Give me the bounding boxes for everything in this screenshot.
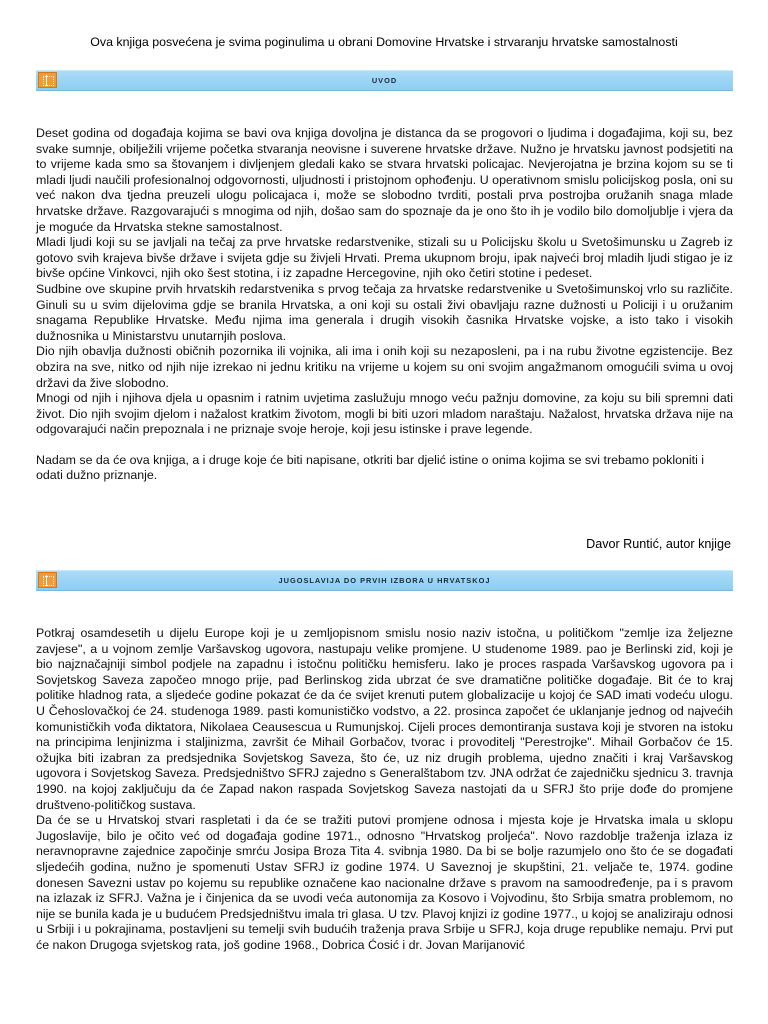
- paragraph: Dio njih obavlja dužnosti običnih pozornika ili vojnika, ali ima i onih koji su nezaposleni, pa i na rubu životne egzistencije. Bez obzira na sve, nitko od njih nije izrekao ni jednu kritiku na vrijeme u kojem su oni svojim angažmanom omogućili svima u ovoj državi da žive slobodno.: [36, 344, 733, 390]
- dedication: Ova knjiga posvećena je svima poginulima u obrani Domovine Hrvatske i strvaranju hrvatske samostalnosti: [90, 35, 678, 49]
- paragraph: Sudbine ove skupine prvih hrvatskih redarstvenika s prvog tečaja za hrvatske redarstvenike u Svetošimunskoj vrlo su različite. Ginuli su u svim dijelovima gdje se branila Hrvatska, a oni koji su ostali živi obavljaju razne dužnosti u Policiji i u oružanim snagama Republike Hrvatske. Među njima ima generala i drugih visokih časnika Hrvatske vojske, a isto tako i visokih dužnosnika u Ministarstvu unutarnjih poslova.: [36, 281, 733, 343]
- author-signature: Davor Runtić, autor knjige: [586, 537, 731, 551]
- paragraph: Potkraj osamdesetih u dijelu Europe koji je u zemljopisnom smislu nosio naziv istočna, u političkom "zemlje iza željezne zavjese", a u vojnom zemlje Varšavskog ugovora, nastupaju velike promjene. U studenome 1989. pao je Berlinski zid, koji je bio najznačajniji simbol podjele na zapadnu i istočnu političku hemisferu. Iako je proces raspada Varšavskog ugovora pa i Sovjetskog Saveza započeo mnogo prije, pad Berlinskog zida ubrzat će sve dramatične političke događaje. Bit će to kraj politike hladnog rata, a sljedeće godine pokazat će da će svijet krenuti putem globalizacije u kojoj će SAD imati vodeću ulogu. U Čehoslovačkoj će 24. studenoga 1989. pasti komunističko vodstvo, a 22. prosinca započet će uklanjanje jednog od najvećih komunističkih vođa diktatora, Nikolaea Ceausescua u Rumunjskoj. Cijeli proces demontiranja sustava koji je stvoren na istoku na principima lenjinizma i staljinizma, završit će Mihail Gorbačov, tvorac i provoditelj "Perestrojke". Mihail Gorbačov će 15. ožujka biti izabran za predsjednika Sovjetskog Saveza, što će, uz niz drugih problema, ujedno značiti i kraj Varšavskog ugovora i Sovjetskog Saveza. Predsjedništvo SFRJ zajedno s Generalštabom tzv. JNA održat će zajedničku sjednicu 3. travnja 1990. na kojoj zaključuju da će Zapad nakon raspada Sovjetskog Saveza nastojati da u SFRJ što prije dođe do promjene društveno-političkog sustava.: [36, 626, 733, 812]
- uvod-body: [36, 126, 733, 484]
- closing-paragraph: Nadam se da će ova knjiga, a i druge koje će biti napisane, otkriti bar djelić istine o onima kojima se svi trebamo pokloniti i odati dužno priznanje.: [36, 452, 705, 483]
- section-header-uvod: [36, 70, 733, 91]
- section-title: JUGOSLAVIJA DO PRVIH IZBORA U HRVATSKOJ: [278, 576, 491, 585]
- section-header-jugoslavija: [36, 570, 733, 591]
- paragraph: Da će se u Hrvatskoj stvari raspletati i da će se tražiti putovi promjene odnosa i mjesta koje je Hrvatska imala u sklopu Jugoslavije, bilo je očito već od događaja godine 1971., odnosno "Hrvatskog proljeća". Novo razdoblje traženja izlaza iz neravnopravne zajednice započinje smrću Josipa Broza Tita 4. svibnja 1980. Da bi se bolje razumjelo ono što će se događati sljedećih godina, nužno je spomenuti Ustav SFRJ iz godine 1974. U Saveznoj je skupštini, 21. veljače te, 1974. godine donesen Savezni ustav po kojemu su republike označene kao nacionalne države s pravom na samoodređenje, pa i s pravom na izlazak iz SFRJ. Važna je i činjenica da se uvodi veća autonomija za Kosovo i Vojvodinu, što Srbija smatra problemom, no nije se bunila kada je u budućem Predsjedništvu imala tri glasa. U tzv. Plavoj knjizi iz godine 1977., u kojoj se analiziraju odnosi u Srbiji i u pokrajinama, postavljeni su temelji svih budućih traženja prava Srbije u SFRJ, koja druge republike nemaju. Prvi put će nakon Drugoga svjetskog rata, još godine 1968., Dobrica Ćosić i dr. Jovan Marijanović: [36, 813, 733, 952]
- section-title: UVOD: [371, 76, 398, 85]
- jugoslavija-body: [36, 626, 733, 953]
- paragraph: Deset godina od događaja kojima se bavi ova knjiga dovoljna je distanca da se progovori o ljudima i događajima, koji su, bez svake sumnje, obilježili vrijeme početka stvaranja neovisne i suverene hrvatske države. Nužno je hrvatsku javnost podsjetiti na to vrijeme kada smo sa štovanjem i divljenjem gledali kako se stvara hrvatski policajac. Nevjerojatna je brzina kojom su se ti mladi ljudi naučili profesionalnoj odgovornosti, uljudnosti i pristojnom ophođenju. U operativnom smislu policijskog posla, oni su već nakon dva tjedna preuzeli ulogu policajaca i, može se slobodno tvrditi, postali prva postrojba oružanih snaga mlade hrvatske države. Razgovarajući s mnogima od njih, došao sam do spoznaje da je ono što ih je vodilo bilo domoljublje i vjera da je moguće da Hrvatska stekne samostalnost.: [36, 126, 733, 234]
- paragraph: Mladi ljudi koji su se javljali na tečaj za prve hrvatske redarstvenike, stizali su u Policijsku školu u Svetošimunsku u Zagreb iz gotovo svih krajeva bivše države i svijeta gdje su živjeli Hrvati. Prema ukupnom broju, ipak najveći broj mladih ljudi stigao je iz bivše općine Vinkovci, njih oko šest stotina, i iz zapadne Hercegovine, njih oko četiri stotine i pedeset.: [36, 235, 733, 281]
- paragraph: Mnogi od njih i njihova djela u opasnim i ratnim uvjetima zaslužuju mnogo veću pažnju domovine, za koju su bili spremni dati život. Dio njih svojim djelom i nažalost kratkim životom, mogli bi biti uzori mladom naraštaju. Nažalost, hrvatska država nije na odgovarajući način prepoznala i ne priznaje svoje heroje, koji jesu istinske i prave legende.: [36, 391, 733, 437]
